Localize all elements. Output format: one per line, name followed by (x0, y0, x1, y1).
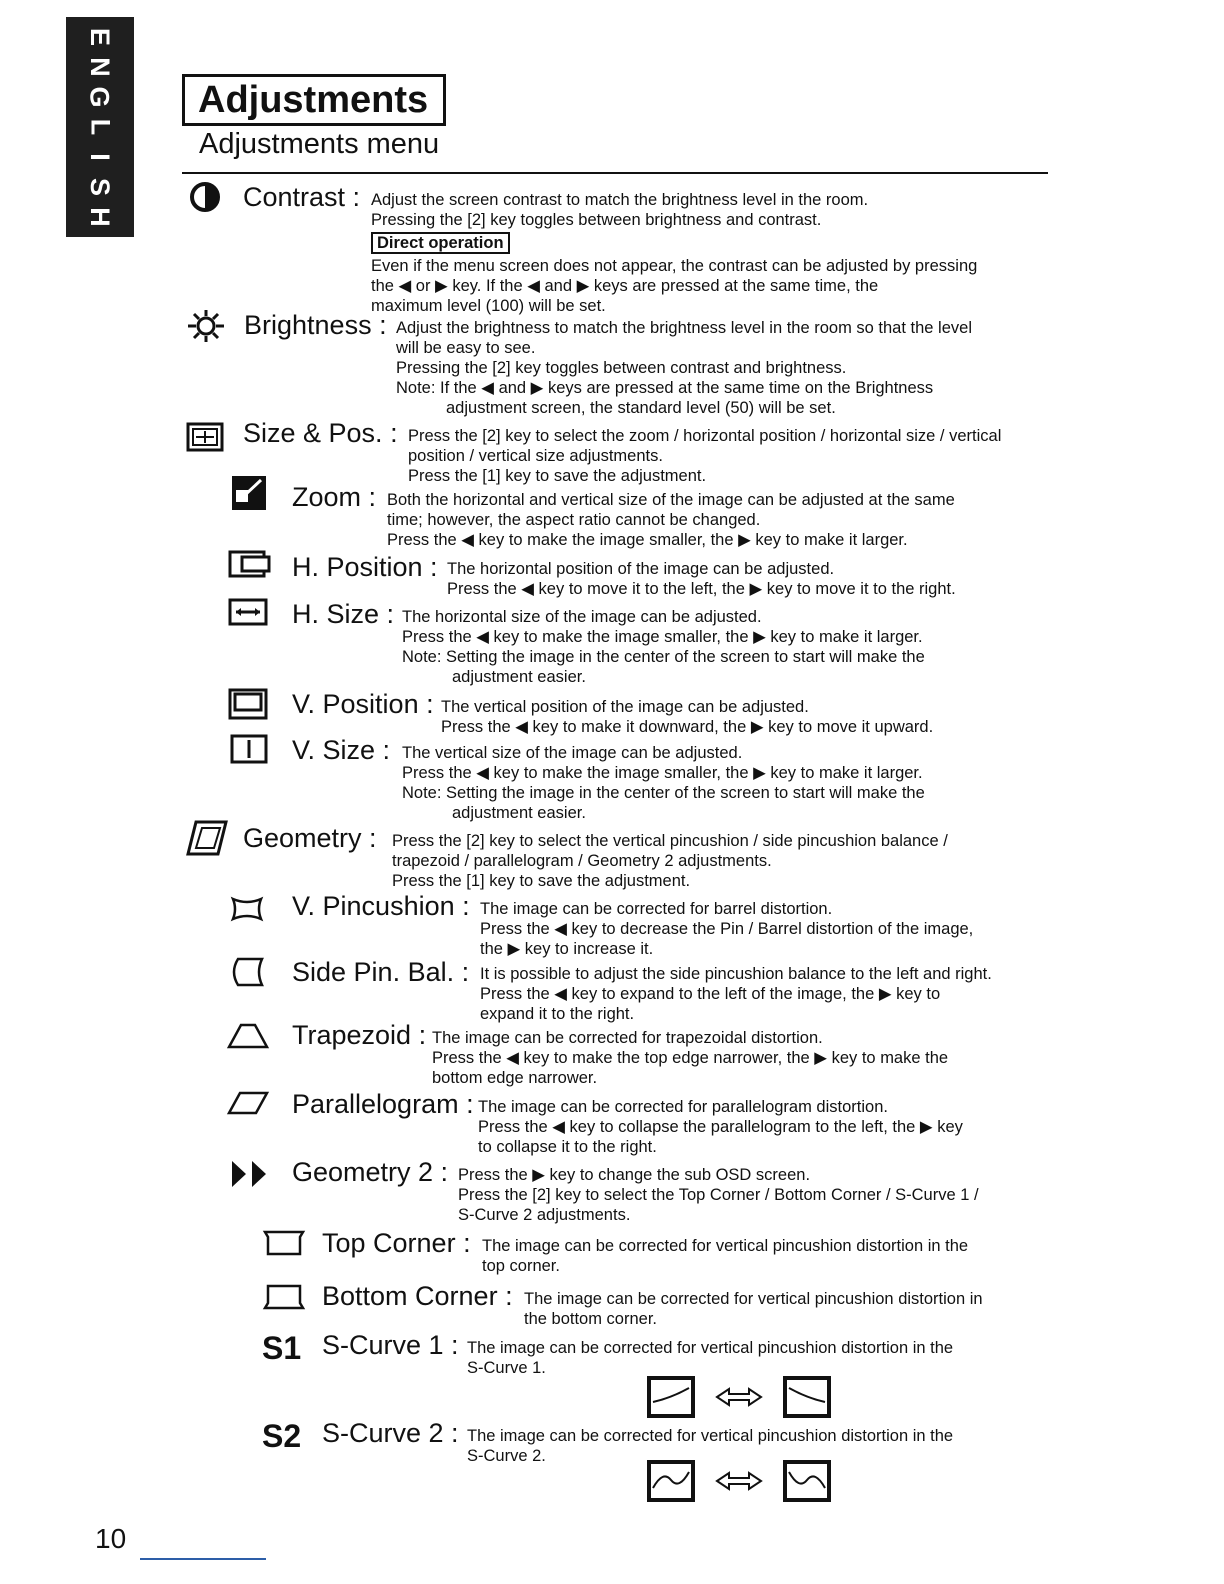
v-position-description (441, 697, 1121, 737)
language-tab (66, 17, 134, 237)
h-size-icon (228, 598, 268, 626)
v-size-line-1: The vertical size of the image can be adjusted. (402, 744, 743, 762)
tab-letter-l: L (85, 118, 115, 136)
brightness-line-5: adjustment screen, the standard level (50) will be set. (446, 399, 836, 417)
s-curve2-line-2: S-Curve 2. (467, 1447, 546, 1465)
h-size-line-3: Note: Setting the image in the center of the screen to start will make the (402, 648, 925, 666)
v-position-label: V. Position : (292, 689, 434, 719)
v-size-line-3: Note: Setting the image in the center of the screen to start will make the (402, 784, 925, 802)
top-corner-line-1: The image can be corrected for vertical pincushion distortion in the (482, 1237, 969, 1255)
footer-rule (140, 1558, 266, 1560)
side-pin-balance-description (480, 964, 1160, 1024)
bottom-corner-icon (262, 1283, 306, 1311)
geometry-line-3: Press the [1] key to save the adjustment. (392, 872, 691, 890)
v-pincushion-line-1: The image can be corrected for barrel distortion. (480, 900, 833, 918)
top-corner-icon (262, 1229, 306, 1257)
h-size-line-2: Press the ◀ key to make the image smaller, the ▶ key to make it larger. (402, 628, 923, 646)
v-position-line-1: The vertical position of the image can be adjusted. (441, 698, 809, 716)
geometry2-arrows-icon (228, 1158, 272, 1190)
contrast-line-1: Adjust the screen contrast to match the brightness level in the room. (371, 191, 869, 209)
bottom-corner-line-1: The image can be corrected for vertical pincushion distortion in (524, 1290, 983, 1308)
brightness-icon (186, 308, 226, 344)
v-size-line-2: Press the ◀ key to make the image smaller, the ▶ key to make it larger. (402, 764, 923, 782)
h-position-line-1: The horizontal position of the image can be adjusted. (447, 560, 835, 578)
v-size-description (402, 743, 1082, 823)
s-curve1-line-1: The image can be corrected for vertical pincushion distortion in the (467, 1339, 954, 1357)
contrast-label: Contrast : (243, 182, 361, 212)
geometry-label: Geometry : (243, 823, 377, 853)
h-position-icon (228, 550, 272, 578)
geometry-line-1: Press the [2] key to select the vertical pincushion / side pincushion balance / (392, 832, 948, 850)
h-size-line-4: adjustment easier. (452, 668, 586, 686)
h-size-label: H. Size : (292, 599, 395, 629)
s-curve1-icon: S1 (262, 1330, 302, 1366)
brightness-line-4: Note: If the ◀ and ▶ keys are pressed at the same time on the Brightness (396, 379, 934, 397)
geometry2-description (458, 1165, 1138, 1225)
v-size-icon (230, 734, 268, 764)
parallelogram-description (478, 1097, 1158, 1157)
side-pin-balance-icon (228, 956, 266, 988)
v-position-line-2: Press the ◀ key to make it downward, the ▶ key to move it upward. (441, 718, 934, 736)
tab-letter-e: E (84, 27, 115, 47)
tab-letter-i: I (84, 153, 115, 161)
zoom-label: Zoom : (292, 482, 377, 512)
side-pin-balance-label: Side Pin. Bal. : (292, 957, 470, 987)
h-size-description (402, 607, 1082, 687)
page-subtitle: Adjustments menu (199, 128, 440, 160)
zoom-line-1: Both the horizontal and vertical size of the image can be adjusted at the same (387, 491, 955, 509)
h-position-label: H. Position : (292, 552, 438, 582)
parallelogram-icon (226, 1090, 270, 1116)
page-title: Adjustments (182, 74, 446, 126)
v-pincushion-line-3: the ▶ key to increase it. (480, 940, 654, 958)
contrast-description (371, 190, 1051, 316)
contrast-direct-line-2: the ◀ or ▶ key. If the ◀ and ▶ keys are pressed at the same time, the (371, 277, 879, 295)
v-pincushion-label: V. Pincushion : (292, 891, 470, 921)
geometry-description (392, 831, 1072, 891)
top-corner-label: Top Corner : (322, 1228, 471, 1258)
s-curve1-line-2: S-Curve 1. (467, 1359, 546, 1377)
parallelogram-label: Parallelogram : (292, 1089, 474, 1119)
contrast-direct-line-1: Even if the menu screen does not appear, the contrast can be adjusted by pressing (371, 257, 978, 275)
direct-operation-badge: Direct operation (371, 232, 510, 254)
size-position-description (408, 426, 1088, 486)
tab-letter-g: G (84, 86, 115, 108)
brightness-label: Brightness : (244, 310, 387, 340)
trapezoid-label: Trapezoid : (292, 1020, 427, 1050)
brightness-line-1: Adjust the brightness to match the brightness level in the room so that the level (396, 319, 972, 337)
s-curve2-icon: S2 (262, 1418, 302, 1454)
size-position-label: Size & Pos. : (243, 418, 398, 448)
bottom-corner-description (524, 1289, 1204, 1329)
side-pin-balance-line-2: Press the ◀ key to expand to the left of the image, the ▶ key to (480, 985, 941, 1003)
contrast-direct-line-3: maximum level (100) will be set. (371, 297, 606, 315)
zoom-icon (231, 475, 267, 511)
zoom-line-3: Press the ◀ key to make the image smaller, the ▶ key to make it larger. (387, 531, 908, 549)
v-pincushion-description (480, 899, 1160, 959)
s-curve1-diagram-icon (645, 1374, 835, 1420)
side-pin-balance-line-3: expand it to the right. (480, 1005, 635, 1023)
brightness-description (396, 318, 1076, 418)
s-curve1-description (467, 1338, 1147, 1378)
contrast-line-2: Pressing the [2] key toggles between brightness and contrast. (371, 211, 822, 229)
zoom-description (387, 490, 1067, 550)
trapezoid-description (432, 1028, 1112, 1088)
bottom-corner-label: Bottom Corner : (322, 1281, 513, 1311)
geometry2-line-3: S-Curve 2 adjustments. (458, 1206, 631, 1224)
geometry2-label: Geometry 2 : (292, 1157, 449, 1187)
brightness-line-2: will be easy to see. (396, 339, 536, 357)
v-pincushion-line-2: Press the ◀ key to decrease the Pin / Barrel distortion of the image, (480, 920, 974, 938)
trapezoid-line-2: Press the ◀ key to make the top edge narrower, the ▶ key to make the (432, 1049, 949, 1067)
geometry2-line-2: Press the [2] key to select the Top Corner / Bottom Corner / S-Curve 1 / (458, 1186, 979, 1204)
h-position-description (447, 559, 1127, 599)
tab-letter-s: S (84, 177, 115, 197)
top-corner-description (482, 1236, 1162, 1276)
header-rule (182, 172, 1048, 174)
s-curve1-label: S-Curve 1 : (322, 1330, 459, 1360)
h-size-line-1: The horizontal size of the image can be adjusted. (402, 608, 762, 626)
brightness-line-3: Pressing the [2] key toggles between contrast and brightness. (396, 359, 847, 377)
trapezoid-line-3: bottom edge narrower. (432, 1069, 598, 1087)
v-size-line-4: adjustment easier. (452, 804, 586, 822)
parallelogram-line-2: Press the ◀ key to collapse the parallelogram to the left, the ▶ key (478, 1118, 963, 1136)
trapezoid-icon (226, 1022, 270, 1050)
side-pin-balance-line-1: It is possible to adjust the side pincushion balance to the left and right. (480, 965, 992, 983)
top-corner-line-2: top corner. (482, 1257, 560, 1275)
contrast-icon (188, 180, 222, 214)
bottom-corner-line-2: the bottom corner. (524, 1310, 657, 1328)
s-curve2-line-1: The image can be corrected for vertical pincushion distortion in the (467, 1427, 954, 1445)
geometry2-line-1: Press the ▶ key to change the sub OSD screen. (458, 1166, 811, 1184)
v-size-label: V. Size : (292, 735, 391, 765)
geometry-line-2: trapezoid / parallelogram / Geometry 2 adjustments. (392, 852, 772, 870)
zoom-line-2: time; however, the aspect ratio cannot be changed. (387, 511, 761, 529)
page-number: 10 (95, 1523, 127, 1554)
v-pincushion-icon (230, 896, 264, 922)
trapezoid-line-1: The image can be corrected for trapezoidal distortion. (432, 1029, 823, 1047)
size-position-line-3: Press the [1] key to save the adjustment. (408, 467, 707, 485)
size-position-line-1: Press the [2] key to select the zoom / horizontal position / horizontal size / vertical (408, 427, 1002, 445)
h-position-line-2: Press the ◀ key to move it to the left, the ▶ key to move it to the right. (447, 580, 956, 598)
size-position-line-2: position / vertical size adjustments. (408, 447, 663, 465)
size-position-icon (186, 422, 224, 452)
s-curve2-label: S-Curve 2 : (322, 1418, 459, 1448)
geometry-icon (184, 818, 230, 858)
parallelogram-line-1: The image can be corrected for parallelogram distortion. (478, 1098, 888, 1116)
tab-letter-h: H (85, 207, 115, 227)
v-position-icon (228, 688, 268, 720)
tab-letter-n: N (85, 57, 115, 77)
parallelogram-line-3: to collapse it to the right. (478, 1138, 657, 1156)
s-curve2-diagram-icon (645, 1458, 835, 1504)
